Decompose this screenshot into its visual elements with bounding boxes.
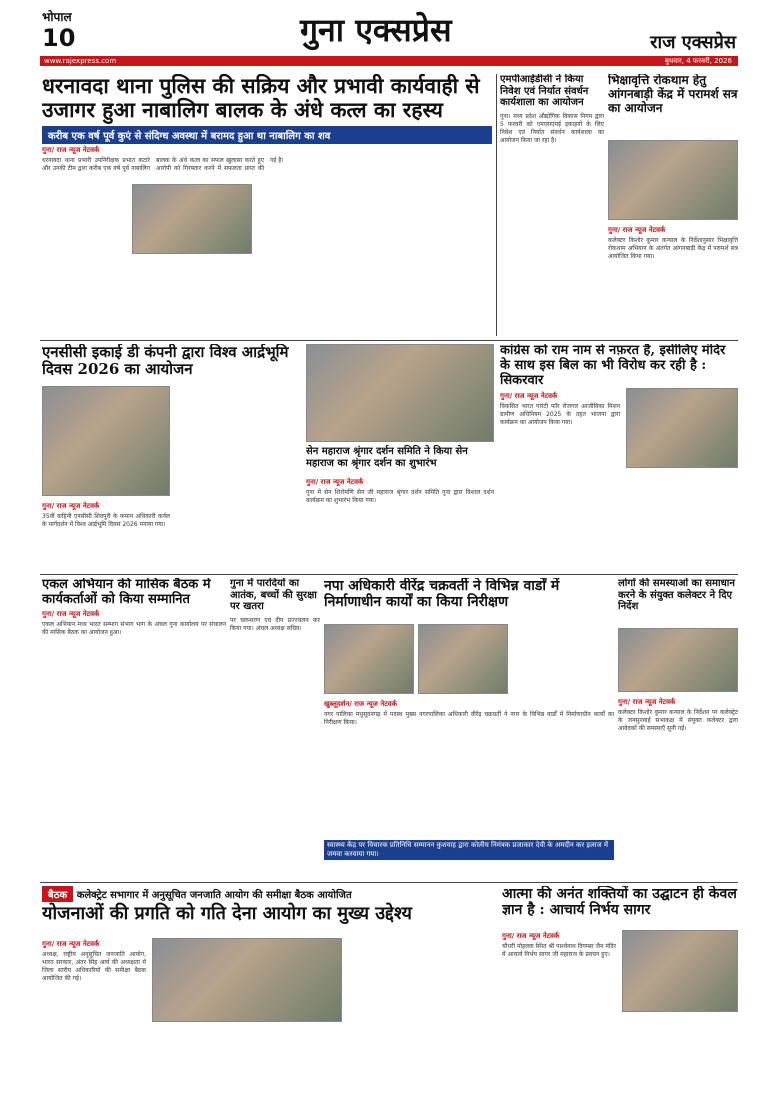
congress-headline: कांग्रेस को राम नाम से नफ़रत है, इसीलिए मंदिर के साथ इस बिल का भी विरोध कर रही है : सिकरवार [500,344,726,388]
aayog-kicker-row [42,886,498,902]
napa-story [324,578,614,878]
shringar-body: गुना में सेन शिरोमणि सेन जी महाराज श्रृंगार दर्शन समिति गुना द्वारा विशाल दर्शन कार्यक्रम का शुभारंभ किया गया। [306,489,494,504]
aatma-photo [622,930,738,1012]
website-link[interactable]: www.rajexpress.com [44,57,117,65]
aatma-body: चौधरी मोहल्ला स्थित श्री पार्श्वनाथ दिगम्बर जैन मंदिर में आचार्य निर्भय सागर जी महाराज के प्रवचन हुए। [502,943,616,958]
napa-notice: स्वास्थ्य केंद्र पर विचारक प्रतिनिधि सम्मानन कुशवाह द्वारा कोलीय निमंत्रक प्रजाकार देवी के अमदीन कर इलाज में जमवा करवाया गया। [324,840,614,860]
msme-body: गुना। मध्य प्रदेश औद्योगिक विकास निगम द्वारा 5 फरवरी को एमएसएमई इकाइयों के लिए निवेश एवं निर्यात संवर्धन कार्यशाला का आयोजन किया जा रहा है। [500,112,604,144]
napa-body: नगर पालिका मधुसूदनगढ़ में पदस्थ मुख्य नगरपालिका अधिकारी वीरेंद्र चक्रवर्ती ने नगर के विभिन्न वार्डों में निर्माणाधीन कार्यों का निरीक्षण किया। [324,711,614,726]
aayog-kicker: कलेक्ट्रेट सभागार में अनुसूचित जनजाति आयोग की समीक्षा बैठक आयोजित [76,890,352,901]
lead-body: धरनावदा थाना प्रभारी उपनिरीक्षक प्रभात कटारे और उनकी टीम द्वारा करीब एक वर्ष पूर्व नाबालिग बालक के अंधे कत्ल का सफल खुलासा करते हुए आरोपी को गिरफ्तार करने में सफलता प्राप्त की गई है। [42,157,284,173]
lead-headline: धरनावदा थाना पुलिस की सक्रिय और प्रभावी कार्यवाही से उजागर हुआ नाबालिग बालक के अंधे कत्ल का रहस्य [42,74,480,123]
collector-headline: लोगों की समस्याओं का समाधान करने के संयुक्त कलेक्टर ने दिए निर्देश [618,578,735,612]
aayog-tag: बैठक [42,886,73,902]
paardhi-headline: गुना में पारदियों का आतंक, बच्चों की सुरक्षा पर खतरा [230,578,317,612]
aayog-byline: गुना/ राज न्यूज नेटवर्क [42,940,100,948]
ncc-body: 35वीं वाहिनी एनसीसी शिवपुरी के कमान अधिकारी कर्नल के मार्गदर्शन में विश्व आर्द्रभूमि दिवस 2026 मनाया गया। [42,513,170,528]
brand-logo: राज एक्सप्रेस [650,32,736,53]
napa-headline: नपा अधिकारी वीरेंद्र चक्रवर्ती ने विभिन्न वार्डों में निर्माणाधीन कार्यों का किया निरीक्षण [324,578,560,611]
anganwadi-headline: भिक्षावृत्ति रोकथाम हेतु आंगनबाड़ी केंद्र में परामर्श सत्र का आयोजन [608,74,738,115]
msme-headline: एमपीआईडीसी ने किया निवेश एवं निर्यात संवर्धन कार्यशाला का आयोजन [500,74,589,108]
shringar-story [306,344,494,570]
collector-byline: गुना/ राज न्यूज नेटवर्क [618,698,676,706]
edition-city: भोपाल [42,10,72,24]
karyakarta-headline: एकल अभियान की मासिक बैठक में कार्यकर्ताओं को किया सम्मानित [42,578,211,607]
shringar-headline: सेन महाराज श्रृंगार दर्शन समिति ने किया सेन महाराज का श्रृंगार दर्शन का शुभारंभ [306,446,468,469]
section-title: गुना एक्सप्रेस [300,11,452,49]
collector-story [618,578,738,878]
napa-byline: खुब्लूदर्शन/ राज न्यूज नेटवर्क [324,700,398,708]
aayog-story [42,886,498,1098]
anganwadi-story [608,74,738,336]
congress-body: विकसित भारत गारंटी फॉर रोजगार आजीविका मिशन ग्रामीण अधिनियम 2025 के तहत भाजपा द्वारा कार्यक्रम का आयोजन किया गया। [500,403,620,426]
ncc-headline: एनसीसी इकाई डी कंपनी द्वारा विश्व आर्द्रभूमि दिवस 2026 का आयोजन [42,344,289,379]
ncc-byline: गुना/ राज न्यूज नेटवर्क [42,502,100,510]
anganwadi-photo [608,140,738,220]
page-number: 10 [42,24,76,52]
napa-photo-1 [324,624,414,694]
msme-story [500,74,604,336]
congress-photo [626,388,738,468]
issue-date: बुधवार, 4 फरवरी, 2026 [664,57,732,65]
lead-byline: गुना/ राज न्यूज नेटवर्क [42,146,100,155]
lead-story [42,74,492,336]
collector-photo [618,628,738,692]
congress-byline: गुना/ राज न्यूज नेटवर्क [500,392,558,400]
karyakarta-story [42,578,226,878]
aatma-story [502,886,738,1098]
ncc-story [42,344,304,570]
lead-photo [132,184,252,254]
aayog-body: अध्यक्ष, राष्ट्रीय अनुसूचित जनजाति आयोग, भारत सरकार, अंतर सिंह आर्य की अध्यक्षता में जिला स्तरीय अधिकारियों की समीक्षा बैठक आयोजित की गई। [42,951,146,982]
anganwadi-body: कलेक्टर किशोर कुमार कन्याल के निर्देशानुसार भिक्षावृत्ति रोकथाम अभियान के अंतर्गत आंगनबाड़ी केंद्र में परामर्श सत्र आयोजित किया गया। [608,237,738,260]
karyakarta-body: एकल अभियान मध्य भारत सम्भाग संभाग भाग के अंचल गुना कार्यालय पर संचालन की मासिक बैठक का आयोजन हुआ। [42,620,226,636]
masthead [0,0,778,64]
paardhi-body: पर चलन्धरण एवं दीप प्रज्ज्वलन कर किया गया। अंचल अध्यक्ष सचिव। [230,616,320,632]
congress-story [500,344,738,570]
aatma-byline: गुना/ राज न्यूज नेटवर्क [502,932,560,940]
paardhi-story [230,578,320,878]
aatma-headline: आत्मा की अनंत शक्तियों का उद्घाटन ही केवल ज्ञान है : आचार्य निर्भय सागर [502,886,737,919]
shringar-photo [306,344,494,442]
lead-subhead: करीब एक वर्ष पूर्व कुएं से संदिग्ध अवस्था में बरामद हुआ था नाबालिग का शव [42,126,492,144]
napa-photo-2 [418,624,508,694]
ncc-photo [42,386,170,496]
karyakarta-byline: गुना/ राज न्यूज नेटवर्क [42,609,100,618]
aayog-photo [152,938,342,1022]
top-bar [40,56,738,66]
shringar-byline: गुना/ राज न्यूज नेटवर्क [306,478,364,486]
aayog-headline: योजनाओं की प्रगति को गति देना आयोग का मुख्य उद्देश्य [42,903,412,924]
collector-body: कलेक्टर किशोर कुमार कन्याल के निर्देशन पर कलेक्ट्रेट के जनसुनवाई सभाकक्ष में संयुक्त कलेक्टर द्वारा आवेदकों की समस्याएँ सुनी गईं। [618,709,738,732]
anganwadi-byline: गुना/ राज न्यूज नेटवर्क [608,226,666,234]
